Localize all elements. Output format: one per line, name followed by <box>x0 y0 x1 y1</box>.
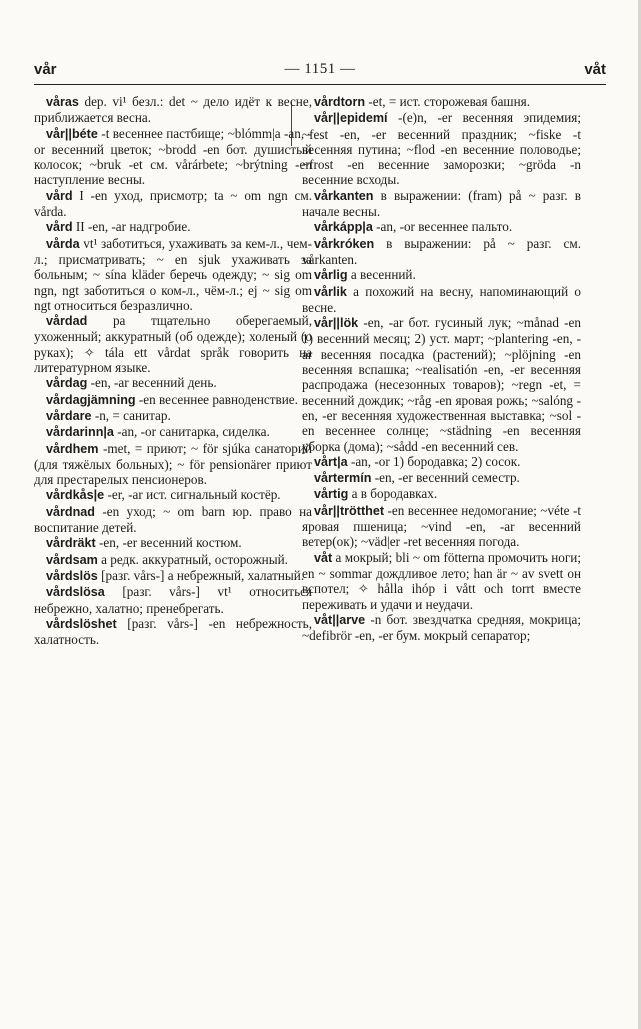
entry-definition: -an, -or санитарка, сиделка. <box>117 424 270 440</box>
dictionary-entry <box>34 535 312 551</box>
entry-headword: våt <box>314 550 333 565</box>
dictionary-entry <box>34 188 312 220</box>
entry-headword: vårtig <box>314 487 349 502</box>
dictionary-entry <box>34 219 312 235</box>
entry-headword: vårkápp|a <box>314 220 373 235</box>
entry-headword: vårlik <box>314 284 347 299</box>
entry-definition: -n бот. звездчатка средняя, мокрица; ~defibrör -en, -er бум. мокрый сепаратор; <box>302 611 581 644</box>
entry-headword: vårdkås|e <box>46 488 105 503</box>
entry-definition: -en уход; ~ om barn юр. право на воспитание детей. <box>34 503 313 536</box>
entry-headword: vårkanten <box>314 188 374 203</box>
entry-definition: -n, = санитар. <box>94 407 171 423</box>
entry-headword: vår||epidemí <box>314 111 388 126</box>
dictionary-entry <box>34 392 312 408</box>
dictionary-entry <box>302 284 581 316</box>
left-running-head: vår <box>34 61 57 78</box>
entry-definition: a мокрый; bli ~ om fötterna промочить ноги; en ~ sommar дождливое лето; han är ~ av svett он вспотел; ✧ hålla ihóp i vått och torrt вместе переживать и удачи и неудачи. <box>302 549 581 612</box>
entry-definition: в выражении: (fram) på ~ разг. в начале весны. <box>302 187 582 220</box>
page-number: — 1151 — <box>284 61 356 77</box>
dictionary-entry <box>34 313 312 375</box>
entry-definition: -an, -or 1) бородавка; 2) сосок. <box>350 453 521 469</box>
entry-headword: vår||béte <box>46 126 98 141</box>
dictionary-entry <box>302 486 581 502</box>
entry-definition: -met, = приют; ~ för sjúka санаторий (для тяжёлых больных); ~ för pensionärer приют для престарелых пенсионеров. <box>34 440 313 488</box>
page-header <box>34 61 606 83</box>
entry-definition: -en, -ar бот. гусиный лук; ~månad -en 1) весенний месяц; 2) уст. март; ~plantering -en, -ar весенняя посадка (растений); ~plöjning -en весенняя вспашка; ~realisatión -en, -er весенняя распродажа (несезонных товаров); ~regn -et, = весенний дождик; ~råg -en яровая рожь; ~salóng -en, -er весенняя художественная выставка; ~sol -en весеннее солнце; ~städning -en весенняя уборка (дома); ~sådd -en весенний сев. <box>302 315 581 454</box>
entry-headword: vårdnad <box>46 504 95 519</box>
entry-headword: vårdslös <box>46 568 98 583</box>
dictionary-entry <box>34 424 312 440</box>
dictionary-entry <box>302 470 581 486</box>
entry-headword: vår||trötthet <box>314 503 385 518</box>
dictionary-entry <box>302 454 581 470</box>
right-column <box>302 94 581 643</box>
entry-definition: a редк. аккуратный, осторожный. <box>101 551 288 567</box>
right-running-head: våt <box>584 61 606 78</box>
dictionary-entry <box>302 267 581 283</box>
dictionary-entry <box>34 126 312 188</box>
entry-headword: vårdhem <box>46 441 99 456</box>
entry-headword: vårda <box>46 236 80 251</box>
entry-definition: a похожий на весну, напоминающий о весне. <box>302 283 582 315</box>
entry-definition: I -en уход, присмотр; ta ~ om ngn см. vårda. <box>34 187 312 220</box>
entry-definition: -t весеннее пастбище; ~blómm|a -an, -or весенний цветок; ~brodd -en бот. душистый колосок; ~bruk -et см. vårárbete; ~brýtning -en наступление весны. <box>34 125 312 188</box>
entry-headword: vårlig <box>314 268 348 283</box>
header-rule <box>34 84 606 85</box>
dictionary-entry <box>34 408 312 424</box>
dictionary-entry <box>34 375 312 391</box>
dictionary-entry <box>302 110 581 187</box>
entry-definition: II -en, -ar надгробие. <box>75 219 191 235</box>
entry-definition: -en, -ar весенний день. <box>90 375 217 391</box>
entry-definition: -er, -ar ист. сигнальный костёр. <box>107 487 281 503</box>
dictionary-entry <box>302 550 581 612</box>
entry-headword: vårkróken <box>314 236 375 251</box>
entry-definition: -en весеннее равноденствие. <box>138 391 298 407</box>
entry-headword: vårdsam <box>46 552 98 567</box>
entry-definition: -en, -er весенний семестр. <box>374 470 520 486</box>
entry-headword: vårdtorn <box>314 95 366 109</box>
entry-definition: -(e)n, -er весенняя эпидемия; ~fest -en, -er весенний праздник; ~fiske -t весенняя путина; ~flod -en весенние половодье; ~frost -en весенние заморозки; ~gröda -n весенние всходы. <box>302 110 581 188</box>
entry-definition: a в бородавках. <box>351 486 438 502</box>
entry-definition: [разг. vårs-] vt¹ относиться небрежно, халатно; пренебрегать. <box>34 584 312 616</box>
entry-headword: vårdare <box>46 408 92 423</box>
entry-headword: vårdad <box>46 314 88 329</box>
dictionary-entry <box>302 612 581 644</box>
dictionary-entry <box>302 219 581 235</box>
entry-definition: -et, = ист. сторожевая башня. <box>368 94 530 109</box>
dictionary-entry <box>34 616 312 648</box>
entry-definition: -en весеннее недомогание; ~véte -t яровая пшеница; ~vind -en, -ar весенний ветер(ок); ~väd|er -ret весенняя погода. <box>302 502 581 550</box>
dictionary-entry <box>34 568 312 584</box>
dictionary-entry <box>34 504 312 536</box>
entry-definition: в выражении: på ~ разг. см. vårkanten. <box>302 235 581 267</box>
dictionary-entry <box>34 552 312 568</box>
entry-definition: -an, -or весеннее пальто. <box>376 219 513 235</box>
dictionary-entry <box>302 188 581 220</box>
dictionary-entry <box>302 236 581 268</box>
entry-headword: vårdarinn|a <box>46 425 114 440</box>
entry-headword: våras <box>46 95 79 109</box>
dictionary-entry <box>302 315 581 454</box>
entry-headword: vårdslöshet <box>46 616 117 631</box>
entry-definition: a весенний. <box>350 267 416 283</box>
entry-definition: -en, -er весенний костюм. <box>99 535 242 551</box>
dictionary-entry <box>34 94 312 126</box>
dictionary-entry <box>302 94 581 110</box>
dictionary-entry <box>34 441 312 488</box>
dictionary-entry <box>34 487 312 503</box>
dictionary-entry <box>34 236 312 313</box>
entry-definition: dep. vi¹ безл.: det ~ дело идёт к весне, приближается весна. <box>34 94 312 126</box>
entry-headword: vård <box>46 188 73 203</box>
entry-headword: vårdag <box>46 376 88 391</box>
dictionary-entry <box>302 503 581 550</box>
entry-definition: [разг. vårs-] a небрежный, халатный. <box>101 567 305 583</box>
entry-headword: våt||arve <box>314 612 366 627</box>
entry-headword: vårtermín <box>314 471 372 486</box>
entry-headword: vårdagjämning <box>46 392 136 407</box>
entry-headword: vårdslösa <box>46 585 105 600</box>
entry-definition: pa тщательно оберегаемый, ухоженный; аккуратный (об одежде); холеный (о руках); ✧ tála ett vårdat språk говорить на литературном языке. <box>34 313 313 376</box>
entry-definition: [разг. vårs-] -en небрежность, халатность. <box>34 615 312 648</box>
entry-headword: vårdräkt <box>46 536 96 551</box>
entry-headword: vårt|a <box>314 454 348 469</box>
dictionary-entry <box>34 584 312 616</box>
entry-headword: vår||lök <box>314 316 359 331</box>
entry-definition: vt¹ заботиться, ухаживать за кем-л., чем-л.; присматривать; ~ en sjuk ухаживать за больным; ~ sína kläder беречь одежду; ~ sig om ngn, ngt заботиться о ком-л., чём-л.; ej ~ sig om ngt относиться безразлично. <box>34 235 312 313</box>
left-column <box>34 94 312 647</box>
entry-headword: vård <box>46 220 73 235</box>
